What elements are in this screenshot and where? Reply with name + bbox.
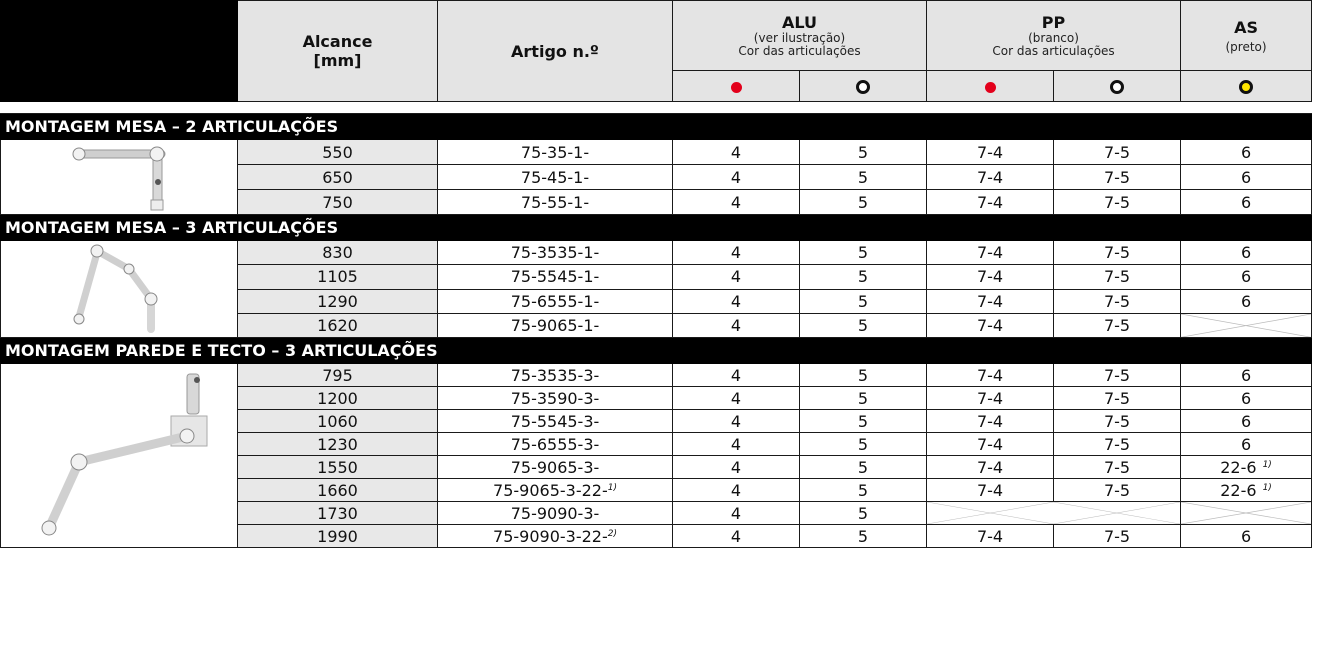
reach-cell: 1230 <box>238 433 438 456</box>
as-value: 22-6 <box>1220 480 1257 500</box>
table-row <box>1 241 1312 265</box>
red-dot-icon <box>985 82 996 93</box>
reach-cell: 1620 <box>238 313 438 337</box>
article-cell: 75-9065-3- <box>438 456 673 479</box>
as-cell: 6 <box>1181 410 1312 433</box>
pp-red-cell: 7-4 <box>927 364 1054 387</box>
article-value: 75-9090-3-22- <box>493 526 608 546</box>
article-cell: 75-3590-3- <box>438 387 673 410</box>
article-cell: 75-3535-1- <box>438 241 673 265</box>
white-ring-icon <box>1110 80 1124 94</box>
three-joint-table-arm-image <box>1 241 238 338</box>
pp-white-cell: 7-5 <box>1054 313 1181 337</box>
pp-joint-color: Cor das articulações <box>992 44 1115 58</box>
white-ring-icon <box>856 80 870 94</box>
article-cell: 75-6555-1- <box>438 289 673 313</box>
alu-white-cell: 5 <box>800 525 927 548</box>
alu-white-cell: 5 <box>800 502 927 525</box>
pp-white-cell: 7-5 <box>1054 140 1181 165</box>
article-cell: 75-5545-1- <box>438 265 673 289</box>
pp-red-cell: 7-4 <box>927 433 1054 456</box>
article-cell: 75-3535-3- <box>438 364 673 387</box>
reach-unit: [mm] <box>313 51 362 70</box>
pp-white-cell: 7-5 <box>1054 241 1181 265</box>
pp-white-cell: 7-5 <box>1054 433 1181 456</box>
red-dot-icon <box>731 82 742 93</box>
section-title: MONTAGEM MESA – 3 ARTICULAÇÕES <box>1 215 1312 241</box>
cross-out-icon <box>927 502 1180 524</box>
pp-red-cell: 7-4 <box>927 265 1054 289</box>
pp-white-cell: 7-5 <box>1054 289 1181 313</box>
two-joint-arm-picture <box>49 140 189 214</box>
footnote-marker: 1) <box>1262 482 1272 493</box>
reach-cell: 830 <box>238 241 438 265</box>
wall-ceiling-arm-picture <box>19 366 219 546</box>
as-yellow-dot-cell <box>1181 71 1312 102</box>
alu-white-cell: 5 <box>800 165 927 190</box>
alu-white-cell: 5 <box>800 387 927 410</box>
article-cell: 75-6555-3- <box>438 433 673 456</box>
pp-white-cell: 7-5 <box>1054 165 1181 190</box>
header-article <box>438 1 673 102</box>
alu-white-cell: 5 <box>800 433 927 456</box>
section-title: MONTAGEM MESA – 2 ARTICULAÇÕES <box>1 114 1312 140</box>
footnote-marker: 2) <box>607 528 617 539</box>
reach-cell: 1990 <box>238 525 438 548</box>
alu-white-cell: 5 <box>800 265 927 289</box>
alu-red-cell: 4 <box>673 387 800 410</box>
as-cell: 6 <box>1181 364 1312 387</box>
alu-white-cell: 5 <box>800 241 927 265</box>
article-cell: 75-45-1- <box>438 165 673 190</box>
alu-white-cell: 5 <box>800 364 927 387</box>
reach-label: Alcance <box>302 32 373 51</box>
three-joint-arm-picture <box>59 241 179 337</box>
header-reach <box>238 1 438 102</box>
article-cell: 75-9065-1- <box>438 313 673 337</box>
pp-white-cell: 7-5 <box>1054 456 1181 479</box>
footnote-marker: 1) <box>1262 459 1272 470</box>
alu-red-cell: 4 <box>673 410 800 433</box>
wall-ceiling-arm-image <box>1 364 238 548</box>
alu-joint-color: Cor das articulações <box>738 44 861 58</box>
article-value: 75-9065-3-22- <box>493 480 608 500</box>
pp-red-cell: 7-4 <box>927 387 1054 410</box>
pp-red-cell: 7-4 <box>927 241 1054 265</box>
as-cell: 6 <box>1181 190 1312 215</box>
section-title: MONTAGEM PAREDE E TECTO – 3 ARTICULAÇÕES <box>1 338 1312 364</box>
alu-white-cell: 5 <box>800 190 927 215</box>
not-available-cell <box>1181 313 1312 337</box>
reach-cell: 750 <box>238 190 438 215</box>
pp-red-cell: 7-4 <box>927 289 1054 313</box>
cross-out-icon <box>1181 314 1311 337</box>
as-cell: 6 <box>1181 387 1312 410</box>
pp-white-cell: 7-5 <box>1054 525 1181 548</box>
alu-white-cell: 5 <box>800 456 927 479</box>
alu-white-cell: 5 <box>800 410 927 433</box>
article-cell <box>438 525 673 548</box>
pp-red-cell: 7-4 <box>927 525 1054 548</box>
alu-red-cell: 4 <box>673 364 800 387</box>
pp-red-cell: 7-4 <box>927 190 1054 215</box>
as-title: AS <box>1234 17 1258 37</box>
alu-red-cell: 4 <box>673 433 800 456</box>
as-cell <box>1181 479 1312 502</box>
alu-note: (ver ilustração) <box>753 31 846 45</box>
article-cell: 75-9090-3- <box>438 502 673 525</box>
alu-red-cell: 4 <box>673 165 800 190</box>
header-alu <box>673 1 927 71</box>
as-note: (preto) <box>1225 39 1267 54</box>
pp-white-cell: 7-5 <box>1054 479 1181 502</box>
alu-red-cell: 4 <box>673 502 800 525</box>
alu-white-cell: 5 <box>800 313 927 337</box>
alu-white-cell: 5 <box>800 140 927 165</box>
alu-red-cell: 4 <box>673 313 800 337</box>
reach-cell: 1105 <box>238 265 438 289</box>
alu-white-cell: 5 <box>800 289 927 313</box>
pp-red-cell: 7-4 <box>927 165 1054 190</box>
table-row <box>1 364 1312 387</box>
as-cell: 6 <box>1181 525 1312 548</box>
pp-red-cell: 7-4 <box>927 410 1054 433</box>
alu-title: ALU <box>782 13 817 32</box>
pp-red-cell: 7-4 <box>927 140 1054 165</box>
reach-cell: 650 <box>238 165 438 190</box>
alu-red-cell: 4 <box>673 265 800 289</box>
table-row <box>1 140 1312 165</box>
pp-title: PP <box>1041 13 1066 32</box>
not-available-cell <box>927 502 1181 525</box>
as-cell: 6 <box>1181 241 1312 265</box>
article-cell: 75-5545-3- <box>438 410 673 433</box>
article-cell: 75-35-1- <box>438 140 673 165</box>
alu-white-dot-cell <box>800 71 927 102</box>
as-value: 22-6 <box>1220 457 1257 477</box>
pp-white-cell: 7-5 <box>1054 190 1181 215</box>
pp-white-cell: 7-5 <box>1054 410 1181 433</box>
as-cell: 6 <box>1181 289 1312 313</box>
alu-red-cell: 4 <box>673 456 800 479</box>
pp-red-dot-cell <box>927 71 1054 102</box>
alu-red-cell: 4 <box>673 479 800 502</box>
alu-red-cell: 4 <box>673 525 800 548</box>
pp-white-cell: 7-5 <box>1054 364 1181 387</box>
yellow-ring-icon <box>1239 80 1253 94</box>
as-cell: 6 <box>1181 165 1312 190</box>
as-cell: 6 <box>1181 265 1312 289</box>
footnote-marker: 1) <box>607 482 617 493</box>
not-available-cell <box>1181 502 1312 525</box>
pp-red-cell: 7-4 <box>927 313 1054 337</box>
pp-white-cell: 7-5 <box>1054 387 1181 410</box>
header-corner <box>1 1 238 102</box>
pp-white-cell: 7-5 <box>1054 265 1181 289</box>
alu-red-cell: 4 <box>673 289 800 313</box>
header-as <box>1181 1 1312 71</box>
reach-cell: 1660 <box>238 479 438 502</box>
reach-cell: 1200 <box>238 387 438 410</box>
as-cell: 6 <box>1181 140 1312 165</box>
article-cell <box>438 479 673 502</box>
spacer-row <box>1 102 1312 114</box>
cross-out-icon <box>1181 502 1311 524</box>
alu-white-cell: 5 <box>800 479 927 502</box>
reach-cell: 550 <box>238 140 438 165</box>
header-pp <box>927 1 1181 71</box>
pp-note: (branco) <box>1028 31 1079 45</box>
article-label: Artigo n.º <box>511 41 599 61</box>
alu-red-cell: 4 <box>673 140 800 165</box>
article-cell: 75-55-1- <box>438 190 673 215</box>
as-cell: 6 <box>1181 433 1312 456</box>
reach-cell: 1060 <box>238 410 438 433</box>
alu-red-cell: 4 <box>673 241 800 265</box>
as-cell <box>1181 456 1312 479</box>
reach-cell: 795 <box>238 364 438 387</box>
two-joint-table-arm-image <box>1 140 238 215</box>
pp-red-cell: 7-4 <box>927 456 1054 479</box>
reach-cell: 1730 <box>238 502 438 525</box>
reach-cell: 1290 <box>238 289 438 313</box>
alu-red-dot-cell <box>673 71 800 102</box>
pp-white-dot-cell <box>1054 71 1181 102</box>
reach-cell: 1550 <box>238 456 438 479</box>
alu-red-cell: 4 <box>673 190 800 215</box>
pp-red-cell: 7-4 <box>927 479 1054 502</box>
